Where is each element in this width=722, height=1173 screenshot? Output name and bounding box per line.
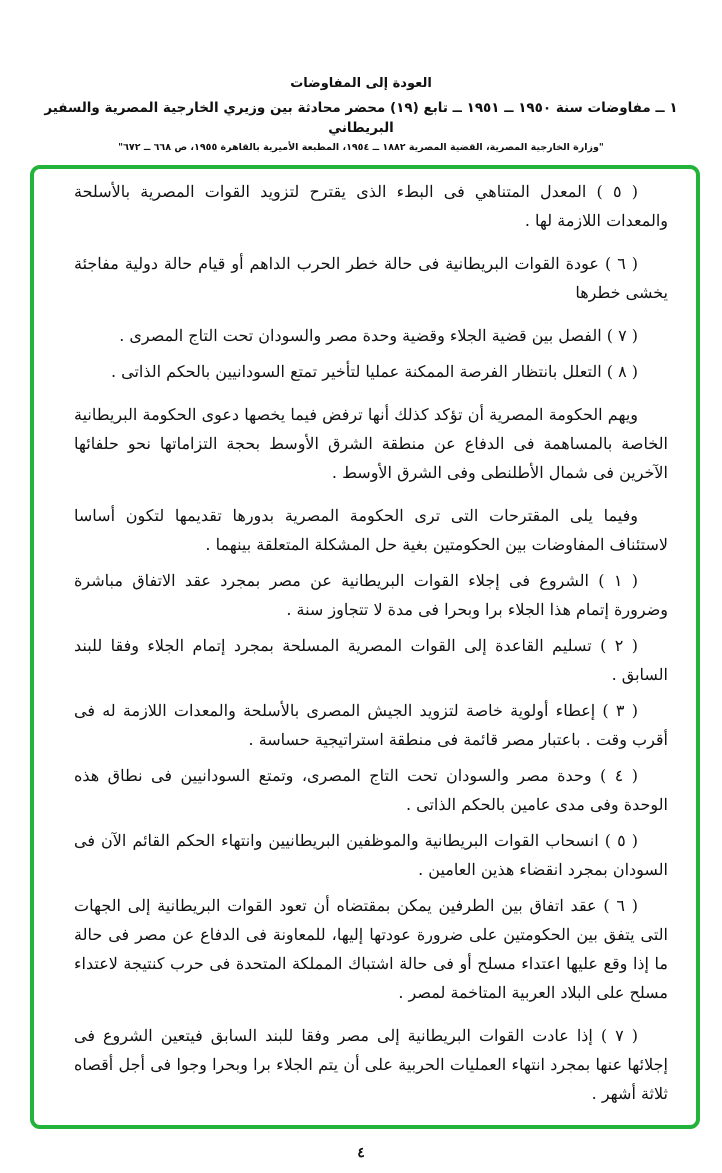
- paragraph: ( ١ ) الشروع فى إجلاء القوات البريطانية عن مصر بمجرد عقد الاتفاق مباشرة وضرورة إتمام هذا الجلاء برا وبحرا فى مدة لا تتجاوز سنة .: [74, 571, 668, 619]
- source-citation: "وزارة الخارجية المصرية، القضية المصرية ١٨٨٢ ــ ١٩٥٤، المطبعة الأميرية بالقاهرة ١٩٥٥، ص ٦٦٨ ــ ٦٧٢": [118, 142, 604, 153]
- paragraph: ( ٧ ) الفصل بين قضية الجلاء وقضية وحدة مصر والسودان تحت التاج المصرى .: [119, 326, 638, 345]
- paragraph: ( ٥ ) المعدل المتناهي فى البطء الذى يقترح لتزويد القوات المصرية بالأسلحة والمعدات اللازمة لها .: [74, 182, 668, 230]
- paragraph: ( ٥ ) انسحاب القوات البريطانية والموظفين البريطانيين وانتهاء الحكم القائم الآن فى السودان بمجرد انقضاء هذين العامين .: [74, 831, 668, 879]
- document-header: [0, 0, 722, 155]
- paragraph: ( ٧ ) إذا عادت القوات البريطانية إلى مصر وفقا للبند السابق فيتعين الشروع فى إجلائها عنها بمجرد انتهاء العمليات الحربية على أن يتم الجلاء برا وبحرا وجوا فى أجل أقصاه ثلاثة أشهر .: [74, 1026, 668, 1103]
- paragraph: ( ٣ ) إعطاء أولوية خاصة لتزويد الجيش المصرى بالأسلحة والمعدات اللازمة له فى أقرب وقت . باعتبار مصر قائمة فى منطقة استراتيجية حساسة .: [74, 701, 668, 749]
- paragraph: ( ٦ ) عقد اتفاق بين الطرفين يمكن بمقتضاه أن تعود القوات البريطانية إلى الجهات التى يتفق بين الحكومتين على ضرورة عودتها إليها، للمعاونة فى الدفاع عن مصر فى حالة ما إذا وقع عليها اعتداء مسلح أو فى حالة اشتباك المملكة المتحدة فى حرب كنتيجة لاعتداء مسلح على البلاد العربية المتاخمة لمصر .: [74, 896, 668, 1002]
- document-title: العودة إلى المفاوضات: [290, 76, 432, 91]
- document-subtitle: ١ ــ مفاوضات سنة ١٩٥٠ ــ ١٩٥١ ــ تابع (١٩) محضر محادثة بين وزيري الخارجية المصرية والسفير البريطاني: [44, 100, 678, 136]
- paragraph: ( ٢ ) تسليم القاعدة إلى القوات المصرية المسلحة بمجرد إتمام الجلاء وفقا للبند السابق .: [74, 636, 668, 684]
- paragraph: ( ٤ ) وحدة مصر والسودان تحت التاج المصرى، وتمتع السودانيين فى نطاق هذه الوحدة وفى مدى عامين بالحكم الذاتى .: [74, 766, 668, 814]
- paragraph: ( ٦ ) عودة القوات البريطانية فى حالة خطر الحرب الداهم أو قيام حالة دولية مفاجئة يخشى خطرها: [74, 254, 668, 302]
- paragraph: ويهم الحكومة المصرية أن تؤكد كذلك أنها ترفض فيما يخصها دعوى الحكومة البريطانية الخاصة بالمساهمة فى الدفاع عن منطقة الشرق الأوسط بحجة التزاماتها نحو حلفائها الآخرين فى شمال الأطلنطى وفى الشرق الأوسط .: [74, 405, 668, 482]
- highlight-frame: [30, 165, 700, 1129]
- paragraph: وفيما يلى المقترحات التى ترى الحكومة المصرية بدورها تقديمها لتكون أساسا لاستئناف المفاوضات بين الحكومتين بغية حل المشكلة المتعلقة بينهما .: [74, 506, 668, 554]
- paragraph: ( ٨ ) التعلل بانتظار الفرصة الممكنة عمليا لتأخير تمتع السودانيين بالحكم الذاتى .: [110, 362, 638, 381]
- page-number: ٤: [357, 1145, 365, 1161]
